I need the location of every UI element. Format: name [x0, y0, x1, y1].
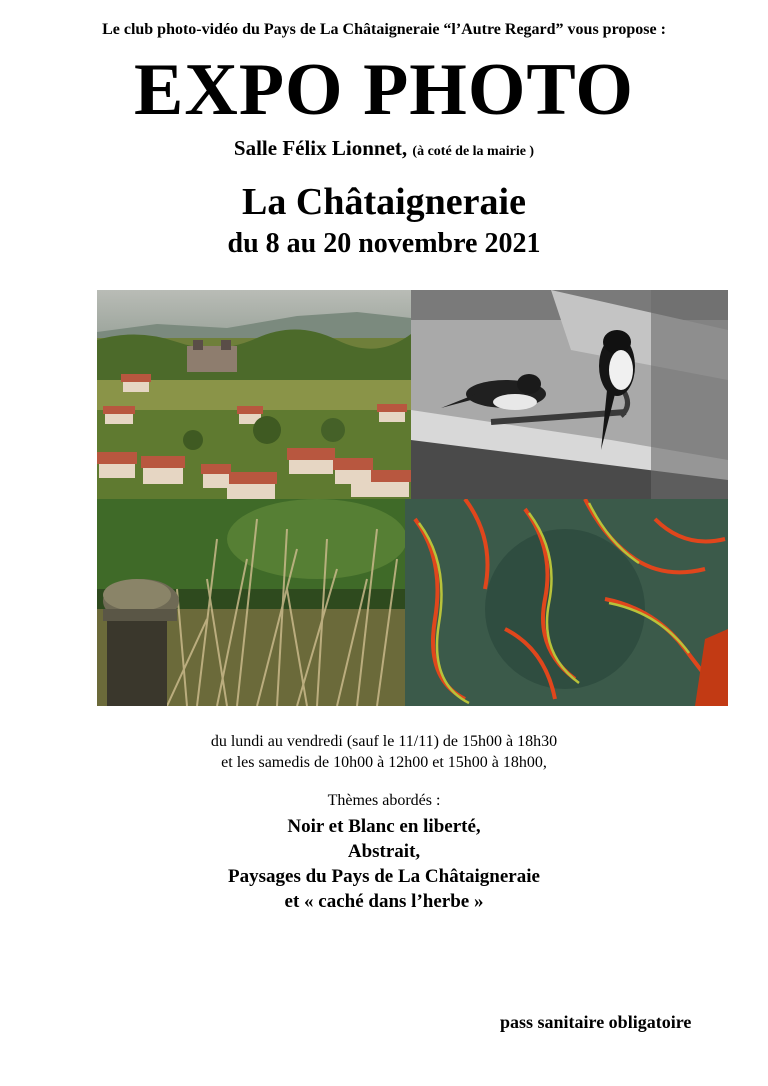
swallows-bw-photo: [411, 290, 728, 499]
intro-text: Le club photo-vidéo du Pays de La Châtaigneraie “l’Autre Regard” vous propose :: [102, 21, 666, 38]
hours-line: et les samedis de 10h00 à 12h00 et 15h00 à 18h00,: [221, 754, 547, 771]
abstract-texture-photo: [405, 499, 728, 706]
theme-item: Abstrait,: [347, 841, 421, 862]
photo-collage: [97, 290, 728, 706]
venue-name: Salle Félix Lionnet,: [233, 136, 408, 160]
venue-note: (à coté de la mairie ): [412, 144, 535, 159]
theme-item: Noir et Blanc en liberté,: [287, 816, 481, 837]
themes-list: [0, 814, 768, 914]
event-dates: du 8 au 20 novembre 2021: [227, 228, 541, 259]
town-name: La Châtaigneraie: [242, 181, 526, 223]
theme-item: Paysages du Pays de La Châtaigneraie: [228, 866, 540, 887]
health-pass-notice: pass sanitaire obligatoire: [500, 1012, 692, 1032]
village-landscape-photo: [97, 290, 411, 499]
themes-label: Thèmes abordés :: [327, 792, 441, 809]
poster-title: EXPO PHOTO: [134, 49, 634, 131]
opening-hours: [0, 731, 768, 773]
hidden-in-grass-photo: [97, 499, 405, 706]
venue: [0, 136, 768, 161]
hours-line: du lundi au vendredi (sauf le 11/11) de 15h00 à 18h30: [210, 733, 558, 750]
theme-item: et « caché dans l’herbe »: [284, 891, 484, 912]
